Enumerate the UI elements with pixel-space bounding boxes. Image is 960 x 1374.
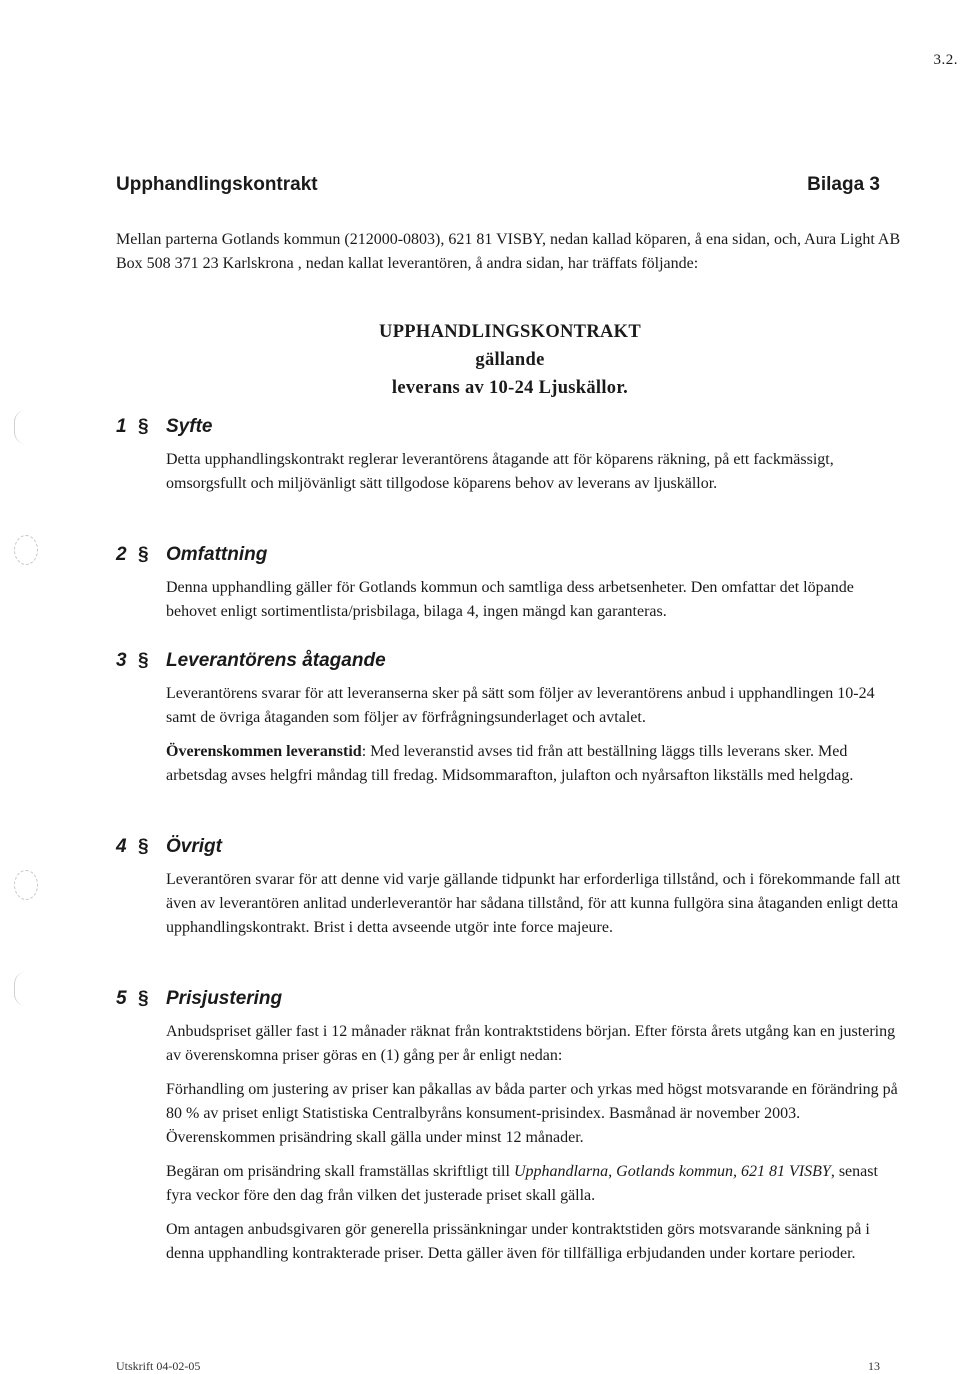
section-paragraph: Leverantörens svarar för att leveranserna sker på sätt som följer av leverantörens anbud i upphandlingen 10-24 samt de övriga åtaganden som följer av förfrågningsunderlaget och avtalet. <box>166 685 875 726</box>
contract-title-line-1: UPPHANDLINGSKONTRAKT <box>379 322 641 342</box>
section-sign: § <box>138 988 149 1009</box>
section-5 <box>116 988 906 1276</box>
delivery-time-term: Överenskommen leveranstid <box>166 743 362 760</box>
contract-title-line-3: leverans av 10-24 Ljuskällor. <box>391 378 629 398</box>
recipient-address: Upphandlarna, Gotlands kommun, 621 81 VISBY <box>513 1163 831 1180</box>
section-paragraph: Anbudspriset gäller fast i 12 månader räknat från kontraktstidens början. Efter första årets utgång kan en justering av överenskomna priser göras en (1) gång per år enligt nedan: <box>166 1023 896 1064</box>
section-paragraph <box>166 1160 906 1208</box>
section-number: 3 <box>116 650 127 671</box>
section-heading <box>116 416 906 438</box>
section-body <box>166 576 906 624</box>
section-number: 1 <box>116 416 127 437</box>
punch-hole-mark <box>14 410 29 444</box>
section-paragraph: Om antagen anbudsgivaren gör generella prissänkningar under kontraktstiden görs motsvarande sänkning på i denna upphandling kontrakterade priser. Detta gäller även för tillfälliga erbjudanden under kortare perioder. <box>166 1221 870 1262</box>
section-title: Omfattning <box>166 544 268 565</box>
section-heading <box>116 544 906 566</box>
section-1 <box>116 416 906 506</box>
section-3 <box>116 650 906 798</box>
section-paragraph <box>166 740 906 788</box>
punch-hole-mark <box>14 535 38 565</box>
section-body <box>166 868 906 940</box>
section-paragraph: Detta upphandlingskontrakt reglerar leverantörens åtagande att för köparens räkning, på ett fackmässigt, omsorgsfullt och miljövänligt sätt tillgodose köparens behov av leverans av ljuskällor. <box>166 451 834 492</box>
section-paragraph: Denna upphandling gäller för Gotlands kommun och samtliga dess arbetsenheter. Den omfattar det löpande behovet enligt sortimentlista/prisbilaga, bilaga 4, ingen mängd kan garanteras. <box>166 579 854 620</box>
footer-page-number: 13 <box>868 1359 880 1373</box>
section-number: 4 <box>116 836 127 857</box>
section-sign: § <box>138 416 149 437</box>
section-title: Syfte <box>166 416 213 437</box>
section-heading <box>116 988 906 1010</box>
section-heading <box>116 650 906 672</box>
section-sign: § <box>138 836 149 857</box>
section-title: Övrigt <box>166 836 222 857</box>
contract-title-line-2: gällande <box>475 350 545 370</box>
section-paragraph: Leverantören svarar för att denne vid varje gällande tidpunkt har erforderliga tillstånd, och i förekommande fall att även av leverantören anlitad underleverantör har sådana tillstånd, för att kunna fullgöra sina åtaganden enligt detta upphandlingskontrakt. Brist i detta avseende utgör inte force majeure. <box>166 871 901 936</box>
contract-title-block <box>0 318 960 402</box>
section-body <box>166 1020 906 1266</box>
punch-hole-mark <box>14 870 38 900</box>
appendix-label: Bilaga 3 <box>807 174 880 195</box>
section-heading <box>116 836 906 858</box>
intro-paragraph: Mellan parterna Gotlands kommun (212000-0803), 621 81 VISBY, nedan kallad köparen, å ena sidan, och, Aura Light AB Box 508 371 23 Karlskrona , nedan kallat leverantören, å andra sidan, har träffats följande: <box>116 231 901 272</box>
section-title: Prisjustering <box>166 988 283 1009</box>
section-2 <box>116 544 906 634</box>
section-body <box>166 448 906 496</box>
print-date: Utskrift 04-02-05 <box>116 1359 201 1373</box>
section-sign: § <box>138 544 149 565</box>
section-title: Leverantörens åtagande <box>166 650 386 671</box>
page-number: 3.2. <box>933 52 958 68</box>
document-title: Upphandlingskontrakt <box>116 174 318 195</box>
section-sign: § <box>138 650 149 671</box>
section-body <box>166 682 906 788</box>
section-4 <box>116 836 906 950</box>
delivery-time-definition: : Med leveranstid avses tid från att beställning läggs tills leverans sker. Med arbetsdag avses helgfri måndag till fredag. Midsommarafton, julafton och nyårsafton likställs med helgdag. <box>166 743 854 784</box>
section-paragraph: Förhandling om justering av priser kan påkallas av båda parter och yrkas med högst motsvarande en förändring på 80 % av priset enligt Statistiska Centralbyråns konsument-prisindex. Basmånad är november 2003. Överenskommen prisändring skall gälla under minst 12 månader. <box>166 1081 898 1146</box>
section-number: 2 <box>116 544 127 565</box>
section-number: 5 <box>116 988 127 1009</box>
document-header <box>116 174 880 196</box>
request-text: Begäran om prisändring skall framställas skriftligt till <box>166 1163 514 1180</box>
punch-hole-mark <box>14 972 29 1006</box>
request-deadline-text: , senast fyra veckor före den dag från vilken det justerade priset skall gälla. <box>166 1163 878 1204</box>
